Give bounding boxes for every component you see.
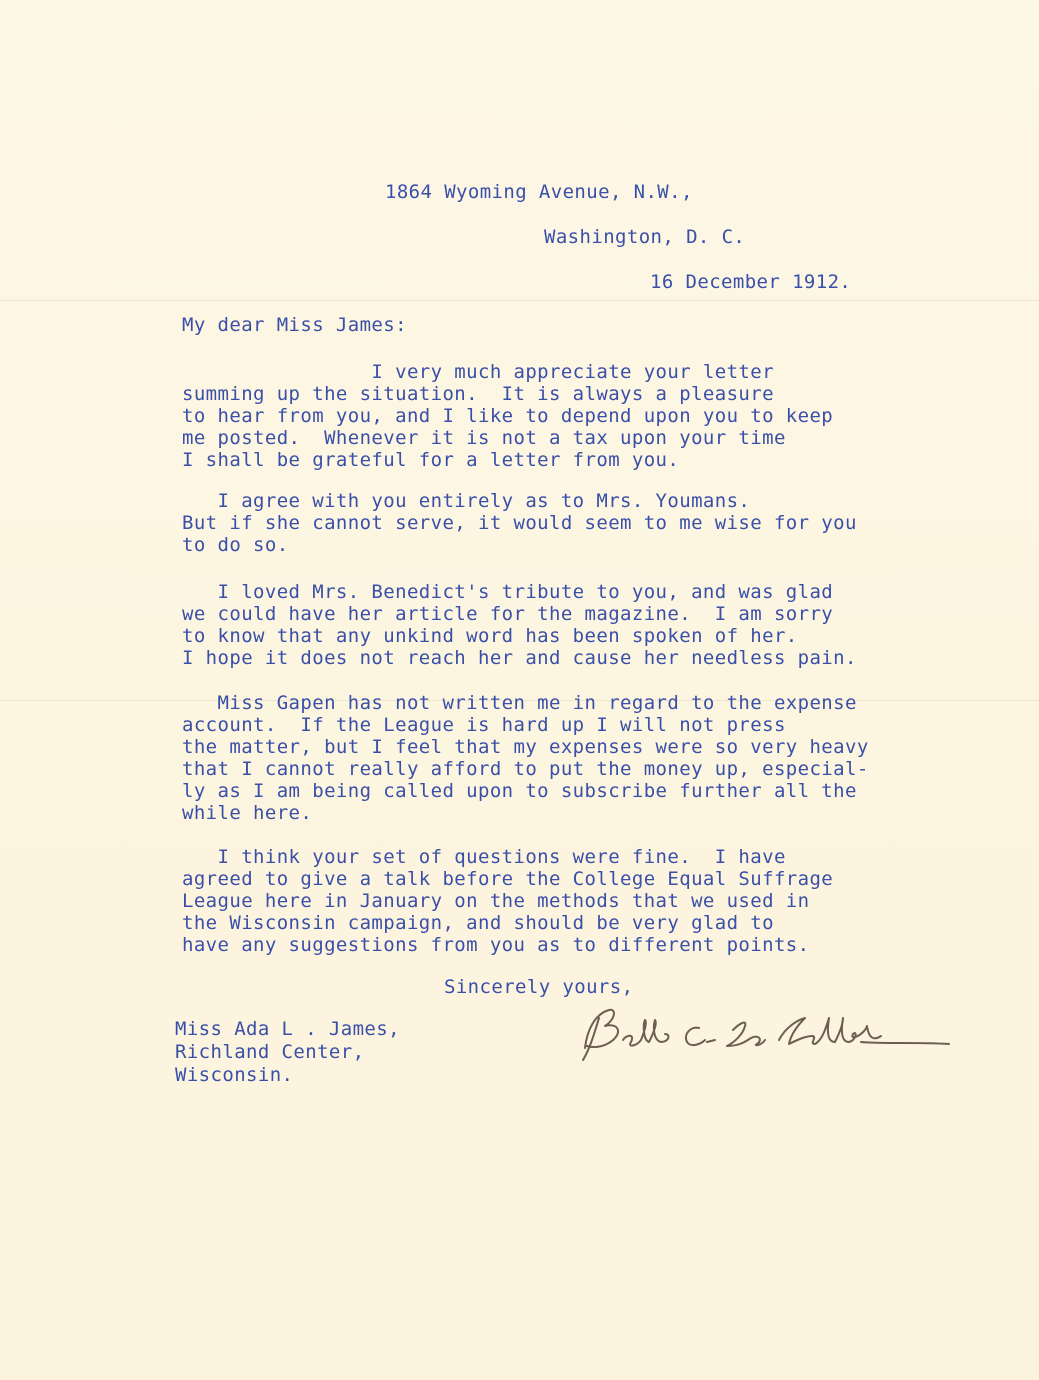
paragraph-3	[182, 581, 962, 669]
recipient-state: Wisconsin.	[175, 1064, 294, 1086]
text-line: to hear from you, and I like to depend upon you to keep	[182, 405, 834, 427]
text-line: that I cannot really afford to put the money up, especial-	[182, 758, 869, 780]
text-line: me posted. Whenever it is not a tax upon your time	[182, 427, 786, 449]
letter-date: 16 December 1912.	[650, 271, 852, 293]
text-line: Miss Gapen has not written me in regard to the expense	[182, 692, 857, 714]
text-line: the Wisconsin campaign, and should be very glad to	[182, 912, 774, 934]
text-line: I very much appreciate your letter	[182, 361, 774, 383]
text-line: I think your set of questions were fine. I have	[182, 846, 786, 868]
recipient-name: Miss Ada L . James,	[175, 1018, 400, 1040]
paragraph-5	[182, 846, 962, 956]
handwritten-signature	[565, 1000, 955, 1080]
paper-fold-line	[0, 300, 1039, 301]
paragraph-2	[182, 490, 962, 556]
text-line: agreed to give a talk before the College Equal Suffrage	[182, 868, 834, 890]
text-line: But if she cannot serve, it would seem to me wise for you	[182, 512, 857, 534]
paragraph-1	[182, 361, 962, 471]
paragraph-4	[182, 692, 962, 824]
text-line: account. If the League is hard up I will not press	[182, 714, 786, 736]
text-line: to know that any unkind word has been spoken of her.	[182, 625, 798, 647]
text-line: I hope it does not reach her and cause her needless pain.	[182, 647, 857, 669]
sender-city: Washington, D. C.	[544, 226, 746, 248]
text-line: have any suggestions from you as to different points.	[182, 934, 810, 956]
text-line: I shall be grateful for a letter from you.	[182, 449, 680, 471]
closing: Sincerely yours,	[444, 976, 634, 998]
salutation: My dear Miss James:	[182, 314, 407, 336]
text-line: League here in January on the methods that we used in	[182, 890, 810, 912]
text-line: ly as I am being called upon to subscribe further all the	[182, 780, 857, 802]
text-line: the matter, but I feel that my expenses were so very heavy	[182, 736, 869, 758]
text-line: summing up the situation. It is always a pleasure	[182, 383, 774, 405]
text-line: to do so.	[182, 534, 289, 556]
text-line: I agree with you entirely as to Mrs. Youmans.	[182, 490, 751, 512]
text-line: we could have her article for the magazine. I am sorry	[182, 603, 834, 625]
sender-address: 1864 Wyoming Avenue, N.W.,	[385, 181, 693, 203]
text-line: while here.	[182, 802, 313, 824]
text-line: I loved Mrs. Benedict's tribute to you, and was glad	[182, 581, 834, 603]
recipient-town: Richland Center,	[175, 1041, 365, 1063]
